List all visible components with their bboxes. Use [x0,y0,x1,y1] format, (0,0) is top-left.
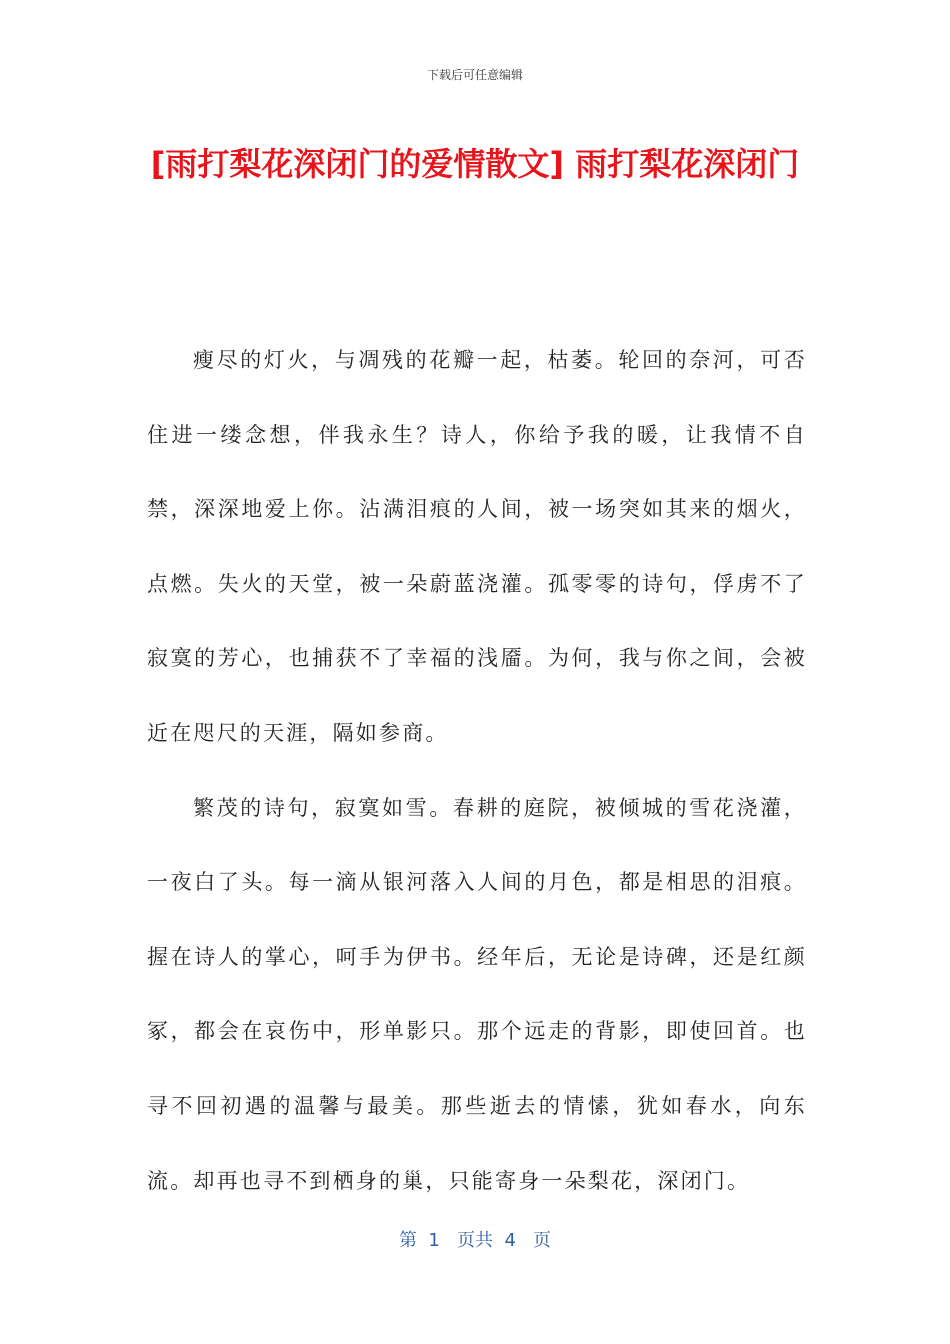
header-note: 下载后可任意编辑 [426,68,523,82]
page-number-footer: 第 1 页共 4 页 [398,1230,552,1251]
document-title: [雨打梨花深闭门的爱情散文] 雨打梨花深闭门 [150,145,800,183]
paragraph: 瘦尽的灯火，与凋残的花瓣一起，枯萎。轮回的奈河，可否住进一缕念想，伴我永生？诗人，你给予我的暖，让我情不自禁，深深地爱上你。沾满泪痕的人间，被一场突如其来的烟火，点燃。失火的天堂，被一朵蔚蓝浇灌。孤零零的诗句，俘虏不了寂寞的芳心，也捕获不了幸福的浅靥。为何，我与你之间，会被近在咫尺的天涯，隔如参商。 [147,348,807,745]
article-body [147,323,807,1218]
paragraph: 繁茂的诗句，寂寞如雪。春耕的庭院，被倾城的雪花浇灌，一夜白了头。每一滴从银河落入人间的月色，都是相思的泪痕。握在诗人的掌心，呵手为伊书。经年后，无论是诗碑，还是红颜冢，都会在哀伤中，形单影只。那个远走的背影，即使回首。也寻不回初遇的温馨与最美。那些逝去的情愫，犹如春水，向东流。却再也寻不到栖身的巢，只能寄身一朵梨花，深闭门。 [147,795,807,1193]
